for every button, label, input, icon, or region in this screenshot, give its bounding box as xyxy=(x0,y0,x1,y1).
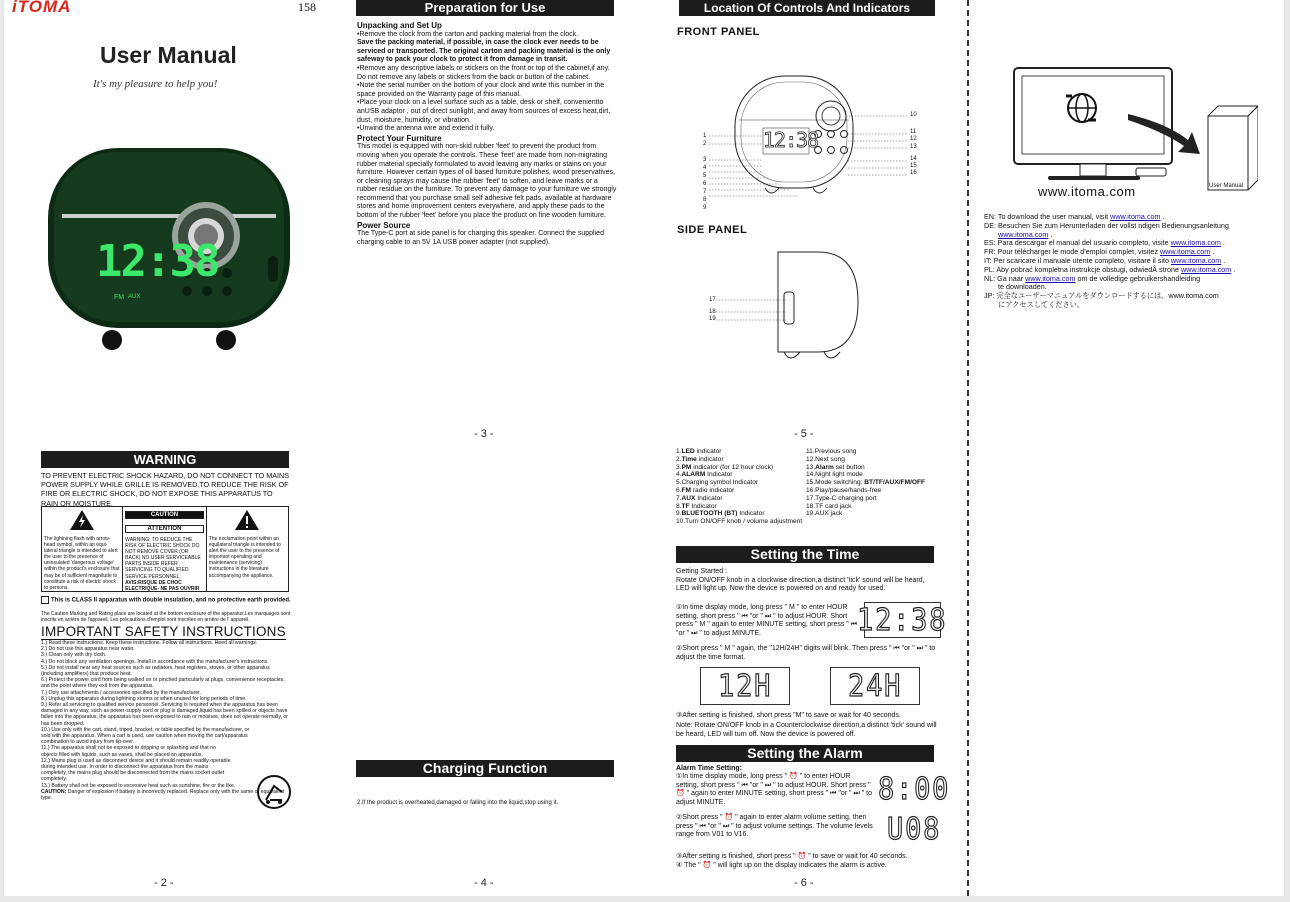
caution-marking-note: The Caution Marking and Rating place are located at the bottom enclosure of the apparatus.Les marquages sont inscrits en arrière de l'appareil. Les précautions d'emploi sont inscrites en arrière de l' appareil. xyxy=(41,611,291,624)
callout-5: 5 xyxy=(703,173,707,179)
callout-7: 7 xyxy=(703,189,707,195)
caution-box: CAUTION ATTENTION WARNING: TO REDUCE THE RISK OF ELECTRIC SHOCK DO NOT REMOVE COVER (OR BACK) NO USER SERVICEABLE PARTS INSIDE REFER SERVICING TO QUALIFIED SERVICE PERSONNEL. AVIS:RISQUE DE CHOC ELECTRIQUE- NE PAS OUVRIR xyxy=(123,507,207,591)
unpack-p5: •Note the serial number on the bottom of your clock and write this number in the space provided on the Warranty page of this manual. xyxy=(357,82,605,98)
callout-3: 3 xyxy=(703,157,707,163)
page-4: - 4 - xyxy=(474,877,494,889)
lightning-box: The lightning flash with arrow-head symbol, within an equi-lateral triangle is intended to alert the user to the presence of uninsulated 'dangerous voltage' within the product's enclosure that may be of sufficient magnitude to constitute a risk of electric shock to persons. xyxy=(42,507,123,591)
legend-item: 2.Time indicator xyxy=(676,455,724,463)
legend-item: 12.Next song xyxy=(806,455,845,463)
time-step-3: ③After setting is finished, short press "M" to save or wait for 40 seconds. xyxy=(676,712,901,719)
callout-17: 17 xyxy=(709,297,716,303)
legend-item: 19.AUX jack xyxy=(806,510,843,518)
unpack-p3: •Remove any descriptive labels or stickers on the front or top of the cabinet,if any. xyxy=(357,64,610,72)
charging-heading: Charging Function xyxy=(356,760,614,777)
alarm-heading: Setting the Alarm xyxy=(676,745,934,762)
callout-15: 15 xyxy=(910,163,917,170)
caution-line: CAUTION: Danger of explosion if battery is incorrectly replaced. Replace only with the same or equivalent type. xyxy=(41,788,285,802)
controls-heading: Location Of Controls And Indicators xyxy=(679,0,935,16)
lang-nl: NL: Ga naar www.itoma.com om de volledige gebruikershandleiding xyxy=(984,273,1201,283)
unpack-p7: •Unwind the antenna wire and extend it fully. xyxy=(357,125,495,133)
page-6: - 6 - xyxy=(794,877,814,889)
safety-item: 4.) Do not block any ventilation openings. Install in accordance with the manufacturer's instructions. xyxy=(41,658,269,665)
unpack-p1: •Remove the clock from the carton and packing material from the clock. xyxy=(357,30,579,38)
legend-item: 5.Charging symbol Indicator xyxy=(676,479,759,487)
callout-9: 9 xyxy=(703,205,707,211)
lightning-warning-icon xyxy=(69,509,95,531)
download-languages: EN: To download the user manual, visit www.itoma.com . DE: Besuchen Sie zum Herunterladen der vollst ndigen Bedienungsanleitung www.itoma.com . ES: Para descargar el manual del usuario completo, visite www.itoma.com . FR: Pour télécharger le mode d'emploi complet, visitez www.itoma.com . IT: Per scaricare il manuale utente completo, visitare il sito www.itoma.com . PL: Aby pobrać kompletna instrukcje obstugi, odwiedÂ strone www.itoma.com . NL: Ga naar www.itoma.com om de volledige gebruikershandleiding te downloaden. JP: 完全なユーザーマニュアルをダウンロードするには、www.itoma.com にアクセスしてください。 xyxy=(984,213,1276,310)
time-note: Note: Rotate ON/OFF knob in a Counterclockwise direction,a distinct 'tick' sound will be heard, LED will turn off. Now the device is powered off. xyxy=(676,722,937,738)
callout-14: 14 xyxy=(910,155,917,162)
callout-8: 8 xyxy=(703,197,707,203)
clock-display-aux: AUX xyxy=(128,294,141,300)
time-lcd-12h: 12H xyxy=(700,667,790,705)
legend-item: 7.AUX Indicator xyxy=(676,494,723,502)
callout-18: 18 xyxy=(709,309,716,315)
legend-item: 13.Alarm set button xyxy=(806,463,865,471)
safety-heading: IMPORTANT SAFETY INSTRUCTIONS xyxy=(41,624,286,639)
download-site: www.itoma.com xyxy=(1038,184,1136,199)
download-link-pl[interactable]: www.itoma.com xyxy=(1180,264,1232,274)
callout-4: 4 xyxy=(703,165,707,171)
legend-item: 1.LED indicator xyxy=(676,448,722,455)
callout-12: 12 xyxy=(910,136,917,143)
safety-item: 12.) Mains plug is used as disconnect device and it should remain readily operable during intended use. In order to disconnect the apparatus from the mains completely, the mains plug should be disconnected from the mains socket outlet completely. xyxy=(41,757,231,783)
page-3: - 3 - xyxy=(474,428,494,440)
unpack-p6: •Place your clock on a level surface such as a table, desk or shelf, convenientto anUSB adaptor , out of direct sunlight, and away from sources of excess heat,dirt, dust, moisture, humidity, or vibration. xyxy=(357,99,611,124)
cart-tipover-icon xyxy=(256,774,292,810)
alarm-step-4: ④ The " ⏰ " will light up on the display indicates the alarm is active. xyxy=(676,862,887,869)
legend-item: 14.Night light mode xyxy=(806,471,863,479)
computer-illustration xyxy=(1008,62,1258,192)
power-text: The Type-C port at side panel is for charging this speaker. Connect the supplied charging cable to an 5V 1A USB power adapter (not supplied). xyxy=(357,230,604,246)
attention-label: ATTENTION xyxy=(125,525,204,533)
safety-item: 3.) Clean only with dry cloth. xyxy=(41,652,107,659)
manual-sheet xyxy=(4,0,1284,896)
prep-heading: Preparation for Use xyxy=(356,0,614,16)
class-ii-note: This is CLASS II apparatus with double insulation, and no protective earth provided. xyxy=(41,596,291,605)
safety-item: 8.) Unplug this apparatus during lightning storms or when unused for long periods of time. xyxy=(41,695,247,702)
safety-item: 7.) Only use attachments / accessories specified by the manufacturer. xyxy=(41,689,202,696)
furniture-title: Protect Your Furniture xyxy=(357,133,442,143)
unpack-title: Unpacking and Set Up xyxy=(357,21,442,30)
time-step-2: ②Short press " M " again, the "12H/24H" digits will blink. Then press " ⏮ "or " ⏭ " to adjust the time format. xyxy=(676,645,936,661)
lang-de: DE: Besuchen Sie zum Herunterladen der vollst ndigen Bedienungsanleitung xyxy=(984,220,1229,230)
callout-10: 10 xyxy=(910,112,917,118)
legend-left xyxy=(676,448,806,526)
furniture-text: This model is equipped with non-skid rubber 'feet' to prevent the product from moving when you operate the controls. These 'feet' are made from non-migrating rubber material specially formulated to avoid leaving any marks or stains on your furniture. However certain types of oil based furniture polishes, wood preservatives, or cleaning sprays may cause the rubber 'feet' to soften, and leave marks or a rubber residue on the furniture. To prevent any damage to your furniture we strongly recommend that you purchase small self adhesive felt pads, available at hardware stores and home improvement centers everywhere, and apply these pads to the bottom of the rubber 'feet' before you place the product on fine wooden furniture. xyxy=(357,143,617,220)
legend-item: 16.Play/pause/hands-free xyxy=(806,486,882,494)
prep-content xyxy=(357,21,619,247)
page-number-top: 158 xyxy=(298,0,316,14)
page-2: - 2 - xyxy=(154,877,174,889)
legend-item: 3.PM indicator (for 12 hour clock) xyxy=(676,463,774,471)
callout-1: 1 xyxy=(703,133,707,139)
legend-item: 11.Previous song xyxy=(806,448,857,455)
booklet-label: User Manual xyxy=(1209,183,1244,189)
time-heading: Setting the Time xyxy=(676,546,934,563)
callout-16: 16 xyxy=(910,170,917,177)
charging-text: 2.If the product is overheated,damaged or falling into the liquid,stop using it. xyxy=(357,800,559,806)
lang-en: EN: To download the user manual, visit www.itoma.com . xyxy=(984,212,1165,221)
time-lcd-24h: 24H xyxy=(830,667,920,705)
time-lcd-1: 12:38 xyxy=(857,602,948,638)
page-5: - 5 - xyxy=(794,428,814,440)
cover-subtitle: It's my pleasure to help you! xyxy=(93,78,218,90)
lang-it: IT: Per scaricare il manuale utente completo, visitare il sito www.itoma.com . xyxy=(984,255,1226,265)
front-panel-label: FRONT PANEL xyxy=(677,26,760,38)
brand-logo: iTOMA xyxy=(12,0,72,16)
safety-item: 11.) The apparatus shall not be exposed to dripping or splashing and that no objects filled with liquids, such as vases, shall be placed on apparatus. xyxy=(41,745,216,758)
side-panel-label: SIDE PANEL xyxy=(677,224,748,236)
download-link-en[interactable]: www.itoma.com xyxy=(1110,212,1161,221)
alarm-subtitle: Alarm Time Setting: xyxy=(676,765,742,772)
side-callouts xyxy=(709,296,716,324)
front-callouts-right xyxy=(910,112,917,177)
front-callouts-left xyxy=(703,132,706,212)
safety-item: 1.) Read these instructions. Keep these instructions. Follow all instructions. Heed all warnings. xyxy=(41,640,258,646)
legend-item: 6.FM radio indicator xyxy=(676,486,735,494)
side-panel-diagram xyxy=(704,246,864,366)
warning-symbol-boxes xyxy=(41,506,289,592)
unpack-p4: Do not remove any labels or stickers from the back or button of the cabinet. xyxy=(357,73,591,81)
time-step-1: ①In time display mode, long press " M " to enter HOUR setting, short press " ⏮ "or " ⏭ " to adjust HOUR. Short press " M " again to enter MINUTE setting, short press " ⏮ "or " ⏭ " to adjust MINUTE. xyxy=(676,604,858,637)
warning-heading: WARNING xyxy=(41,451,289,468)
lang-pl: PL: Aby pobrać kompletna instrukcje obstugi, odwiedÂ strone www.itoma.com . xyxy=(984,264,1236,274)
legend-item: 8.TF Indicator xyxy=(676,502,717,510)
alarm-step-3: ③After setting is finished, short press " ⏰ " to save or wait for 40 seconds. xyxy=(676,853,908,860)
download-link-de[interactable]: www.itoma.com xyxy=(998,229,1049,239)
legend-item: 18.TF card jack xyxy=(806,502,852,510)
front-display-time: 12:38 xyxy=(763,128,819,152)
download-link-es[interactable]: www.itoma.com xyxy=(1170,238,1221,248)
alarm-step-1: ①In time display mode, long press " ⏰ " to enter HOUR setting, short press " ⏮ "or " ⏭ " to adjust HOUR. Short press " ⏰ " again to enter MINUTE setting, short press " ⏮ "or " ⏭ " to adjust MINUTE. xyxy=(676,773,872,806)
callout-6: 6 xyxy=(703,181,707,187)
unpack-p2: Save the packing material, if possible, in case the clock ever needs to be serviced or transported. The original carton and packing material is the only safeway to pack your clock to protect it from damage in transit. xyxy=(357,39,611,64)
time-getting-started: Getting Started : Rotate ON/OFF knob in a clockwise direction,a distinct 'tick' sound will be heard, LED will light up. Now the device is powered on and ready for used. xyxy=(676,568,925,593)
legend-item: 9.BLUETOOTH (BT) Indicator xyxy=(676,510,765,518)
exclamation-box: The exclamation point within an equilateral triangle is intended to alert the user to the presence of important operating and maintenance (servicing) instructions in the literature accompanying the appliance. xyxy=(207,507,288,591)
lang-es: ES: Para descargar el manual del usuario completo, visite www.itoma.com . xyxy=(984,238,1225,248)
safety-item: 9.) Refer all servicing to qualified service personnel. Servicing is required when the apparatus has been damaged in any way, such as power-supply cord or plug is damaged,liquid has been spilled or objects have fallen into the apparatus, the apparatus has been exposed to rain or moisture, does not operate normally, or has been dropped. xyxy=(41,702,289,727)
power-title: Power Source xyxy=(357,220,411,230)
download-link-it[interactable]: www.itoma.com xyxy=(1170,255,1222,265)
safety-item: 10.) Use only with the cart, stand, tripod, bracket, or table specified by the manufacturer, or sold with the apparatus. When a cart is used, use caution when moving the cart/apparatus combination to avoid injury from tip-over. xyxy=(41,726,250,746)
legend-item: 17.Type-C charging port xyxy=(806,494,877,502)
clock-display-fm: FM xyxy=(114,294,125,301)
alarm-lcd-volume: U08 xyxy=(886,811,942,847)
warning-text: TO PREVENT ELECTRIC SHOCK HAZARD, DO NOT CONNECT TO MAINS POWER SUPPLY WHILE GRILLE IS REMOVED.TO REDUCE THE RISK OF FIRE OR ELECTRIC SHOCK, DO NOT EXPOSE THIS APPARATUS TO RAIN OR MOISTURE. xyxy=(41,471,290,508)
caution-label: CAUTION xyxy=(125,511,204,519)
cover-title: User Manual xyxy=(100,42,237,68)
download-link-nl[interactable]: www.itoma.com xyxy=(1025,273,1076,283)
download-link-fr[interactable]: www.itoma.com xyxy=(1159,247,1211,257)
lang-jp: JP: 完全なユーザーマニュアルをダウンロードするには、www.itoma.com xyxy=(984,291,1219,301)
lang-fr: FR: Pour télécharger le mode d'emploi complet, visitez www.itoma.com . xyxy=(984,247,1215,257)
callout-13: 13 xyxy=(910,143,917,150)
legend-item: 4.ALARM Indicator xyxy=(676,471,733,479)
safety-item: 2.) Do not use this apparatus near water. xyxy=(41,646,135,653)
exclamation-warning-icon xyxy=(234,509,260,531)
callout-2: 2 xyxy=(703,141,707,147)
double-square-icon xyxy=(41,596,49,604)
legend-right xyxy=(806,448,966,518)
safety-item: 5.) Do not install near any heat sources such as radiators, heat registers, stoves, or other apparatus (including amplifiers) that produce heat. xyxy=(41,664,270,678)
clock-display-time: 12:38 xyxy=(96,236,219,287)
alarm-step-2: ②Short press " ⏰ " again to enter alarm volume setting, then press " ⏮ "or " ⏭ " to adjust volume settings. The volume levels range from V01 to V16. xyxy=(676,814,873,839)
alarm-lcd-time: 8:00 xyxy=(877,771,951,807)
legend-item: 10.Turn ON/OFF knob / volume adjustment xyxy=(676,518,803,526)
safety-item: 13.) Battery shall not be exposed to excessive heat such as sunshine, fire or the like. xyxy=(41,782,236,789)
callout-19: 19 xyxy=(709,316,716,322)
fold-line xyxy=(967,0,969,896)
legend-item: 15.Mode switching: BT/TF/AUX/FM/OFF xyxy=(806,479,926,487)
safety-item: 6.) Protect the power cord from being walked on or pinched particularly at plugs, convenience receptacles, and the point where they exit from the apparatus. xyxy=(41,677,285,690)
callout-11: 11 xyxy=(910,129,917,136)
